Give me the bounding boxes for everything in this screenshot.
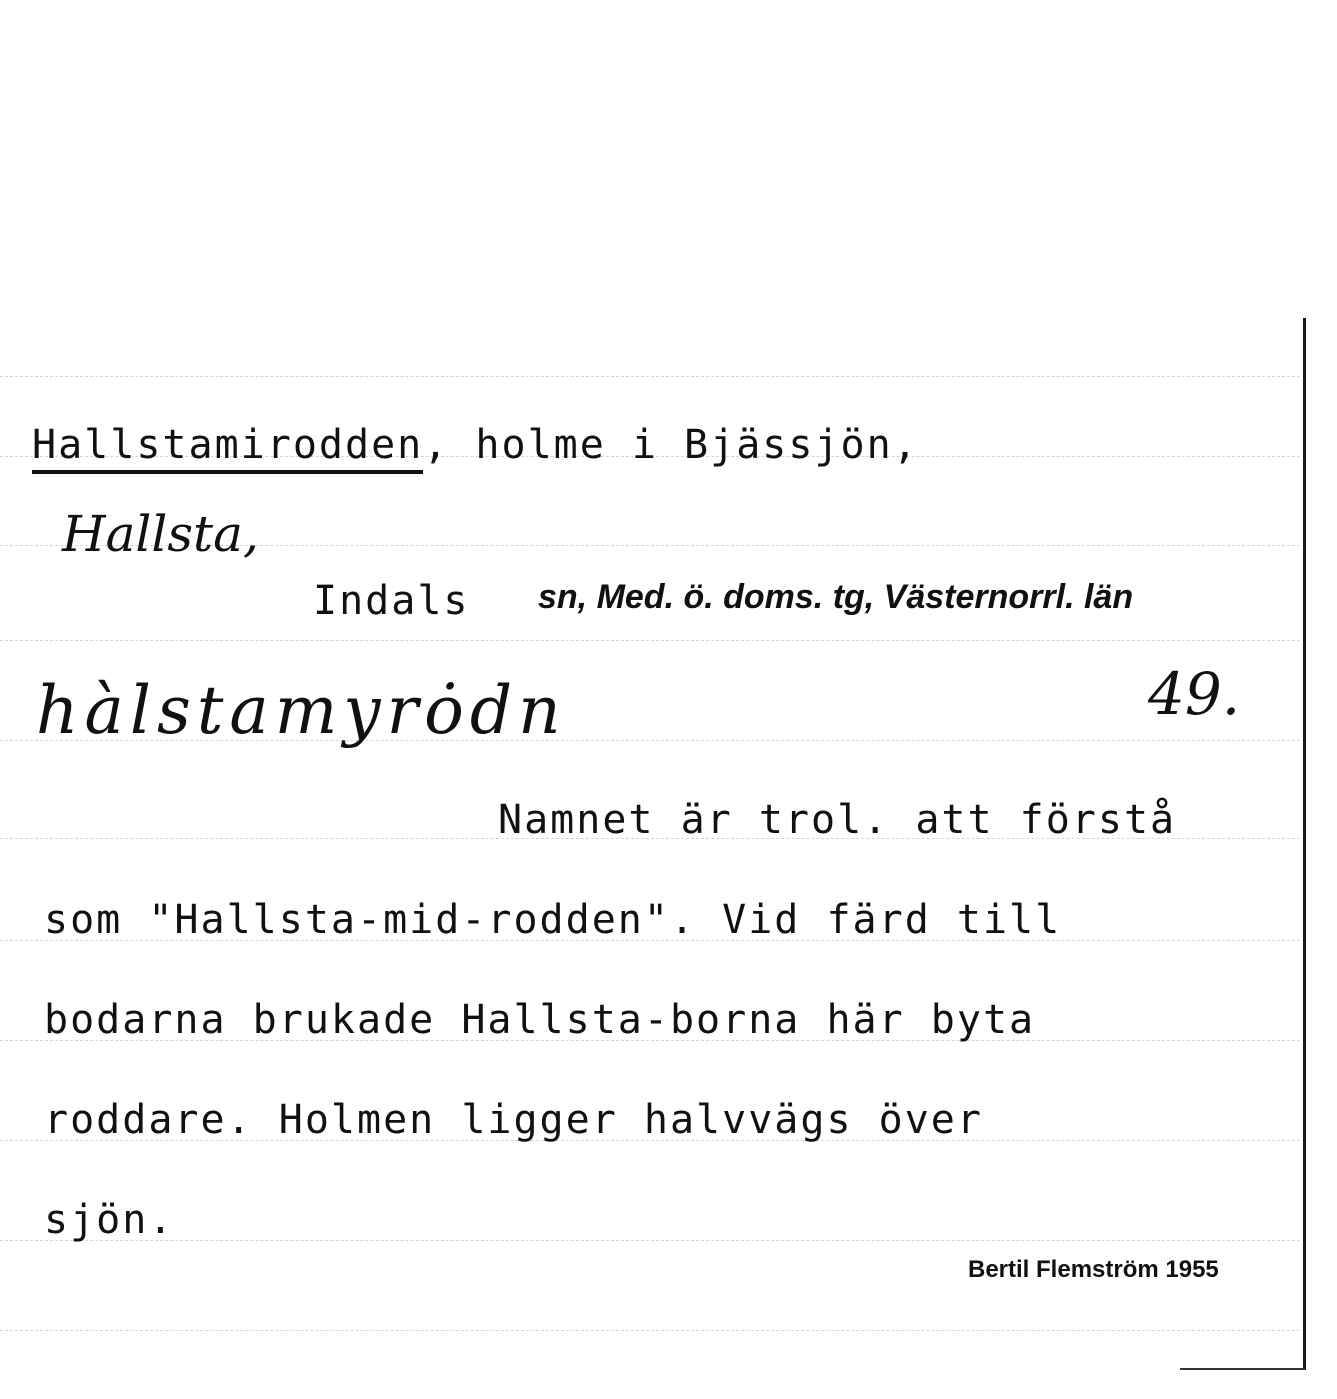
ruled-line — [0, 1330, 1300, 1331]
card-edge-right — [1303, 318, 1306, 1370]
body-line: Namnet är trol. att förstå — [498, 797, 1177, 843]
ruled-line — [0, 640, 1300, 641]
headword: Hallstamirodden — [32, 422, 423, 474]
card-number: 49. — [1148, 660, 1241, 728]
signature: Bertil Flemström 1955 — [968, 1256, 1219, 1283]
printed-location: sn, Med. ö. doms. tg, Västernorrl. län — [538, 578, 1134, 616]
heading-line — [32, 422, 919, 474]
body-line: sjön. — [44, 1197, 175, 1243]
ruled-line — [0, 1240, 1300, 1241]
handwritten-village: Hallsta, — [62, 505, 259, 563]
handwritten-dialect-form: hàlstamyrȯdn — [36, 672, 567, 749]
parish-name: Indals — [313, 578, 470, 624]
card-edge-bottom — [1180, 1368, 1305, 1370]
body-line: roddare. Holmen ligger halvvägs över — [44, 1097, 983, 1143]
ruled-line — [0, 376, 1300, 377]
body-line: som "Hallsta-mid-rodden". Vid färd till — [44, 897, 1062, 943]
body-line: bodarna brukade Hallsta-borna här byta — [44, 997, 1036, 1043]
heading-description: , holme i Bjässjön, — [423, 422, 919, 468]
